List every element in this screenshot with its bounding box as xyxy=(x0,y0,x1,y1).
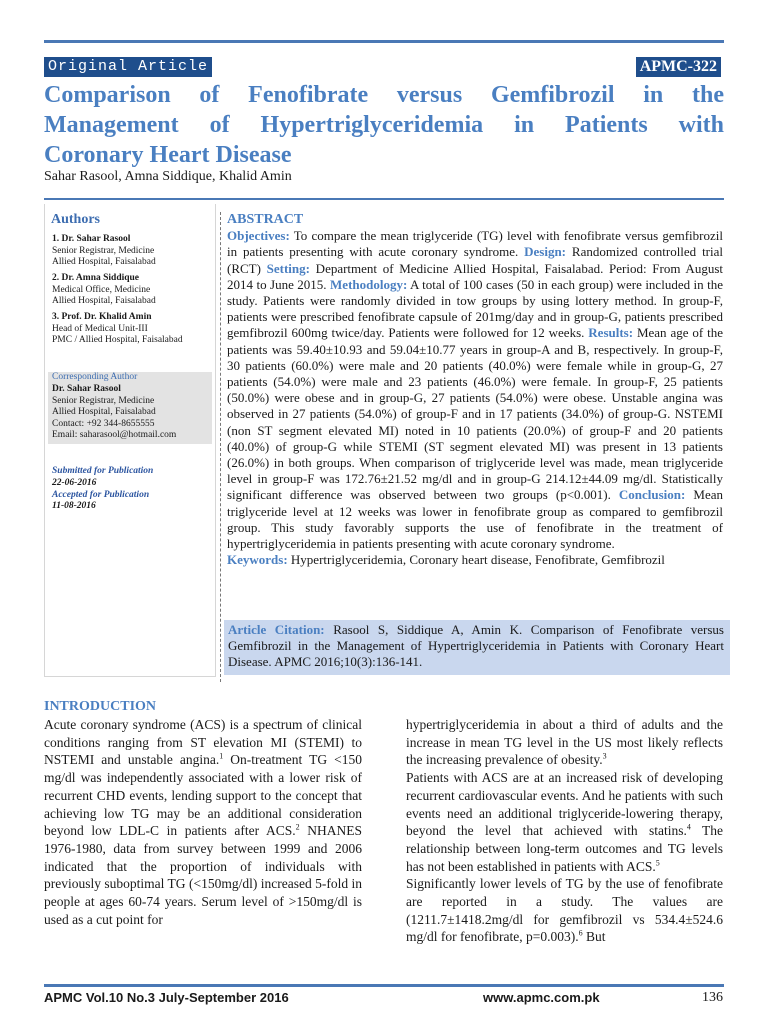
submitted-label: Submitted for Publication xyxy=(52,466,154,476)
keywords-label: Keywords: xyxy=(227,552,288,568)
intro-left-column xyxy=(44,716,362,928)
paragraph-text: hypertriglyceridemia in about a third of adults and the increase in mean TG level in the US most likely reflects the increasing prevalence of obesity. xyxy=(406,717,723,768)
article-id-badge: APMC-322 xyxy=(636,57,721,77)
paragraph-text: But xyxy=(582,929,606,945)
author-block-1 xyxy=(52,234,156,269)
citation-text xyxy=(228,622,724,670)
reference-marker[interactable]: 5 xyxy=(655,858,660,868)
author-name: 2. Dr. Amna Siddique xyxy=(52,273,140,283)
corr-role: Senior Registrar, Medicine xyxy=(52,395,155,406)
introduction-heading: INTRODUCTION xyxy=(44,699,157,714)
footer-journal: APMC Vol.10 No.3 July-September 2016 xyxy=(44,990,289,1005)
accepted-label: Accepted for Publication xyxy=(52,490,150,500)
author-role: Medical Office, Medicine xyxy=(52,284,151,295)
objectives-text: To compare the mean triglyceride (TG) level with fenofibrate versus gemfibrozil in patients presenting with acute coronary syndrome. xyxy=(227,228,723,260)
author-block-2 xyxy=(52,273,156,308)
methodology-label: Methodology: xyxy=(330,276,408,292)
objectives-label: Objectives: xyxy=(227,228,290,244)
article-type-badge: Original Article xyxy=(44,57,212,77)
setting-text: Department of Medicine Allied Hospital, Faisalabad. Period: From August 2014 to June 2015. xyxy=(227,260,723,292)
results-text: Mean age of the patients was 59.40±10.93 and 59.04±10.77 years in group-A and B, respectively. In group-F, 30 patients (60.0%) were male and 20 patients (40.0%) were female while in group-G, 27 patients (54.0%) were male and 23 patients (46.0%) were female. In group-F, 25 patients (50.0%) were obese and in group-G, 27 patients (54.0%) were obese. Unstable angina was observed in 27 patients (54.0%) of group-F and in 17 patients (34.0%) of group-G. NSTEMI (non ST segment elevated MI) noted in 10 patients (20.0%) of group-F and 20 patients (40.0%) of group-G while STEMI (ST segment elevated MI) was present in 13 patients (26.0%) in both groups. When comparison of triglyceride level was made, mean triglyceride level in group-F was 172.76±21.52 mg/dl and in group-G 214.12±44.09 mg/dl. Statistically significant difference was observed between two groups (p<0.001). xyxy=(227,325,723,503)
reference-marker[interactable]: 6 xyxy=(578,928,583,938)
title-line: Coronary Heart Disease xyxy=(44,142,292,168)
intro-right-column xyxy=(406,716,723,946)
paragraph-text: NHANES 1976-1980, data from survey between 1999 and 2006 indicated that the proportion of individuals with previously suboptimal TG (<150mg/dl) increased 5-fold in people at ages 60-74 years. Serum level of >150mg/dl is used as a cut point for xyxy=(44,823,362,927)
footer-rule xyxy=(44,984,724,987)
corr-name: Dr. Sahar Rasool xyxy=(52,384,121,394)
author-name: 1. Dr. Sahar Rasool xyxy=(52,234,131,244)
author-affiliation: PMC / Allied Hospital, Faisalabad xyxy=(52,335,183,345)
conclusion-label: Conclusion: xyxy=(618,487,686,503)
reference-marker[interactable]: 3 xyxy=(602,751,607,761)
reference-marker[interactable]: 1 xyxy=(219,751,224,761)
title-line: Management of Hypertriglyceridemia in Patients with xyxy=(44,112,724,138)
abstract xyxy=(227,212,723,568)
reference-marker[interactable]: 2 xyxy=(295,822,300,832)
accepted-date: 11-08-2016 xyxy=(52,501,96,511)
top-rule xyxy=(44,40,724,43)
citation-label: Article Citation: xyxy=(228,622,325,637)
paragraph-text: Significantly lower levels of TG by the use of fenofibrate are reported in a study. The values are (1211.7±1418.2mg/dl for gemfibrozil vs 534.4±524.6 mg/dl for fenofibrate, p=0.003). xyxy=(406,876,723,945)
column-divider xyxy=(220,212,222,682)
footer-website[interactable]: www.apmc.com.pk xyxy=(483,990,600,1005)
reference-marker[interactable]: 4 xyxy=(686,822,691,832)
author-affiliation: Allied Hospital, Faisalabad xyxy=(52,296,156,306)
submitted-date: 22-06-2016 xyxy=(52,478,97,488)
section-rule xyxy=(44,198,724,200)
corr-contact: Contact: +92 344-8655555 xyxy=(52,418,155,429)
corr-email[interactable]: Email: saharasool@hotmail.com xyxy=(52,430,177,440)
author-role: Senior Registrar, Medicine xyxy=(52,245,155,256)
author-name: 3. Prof. Dr. Khalid Amin xyxy=(52,312,152,322)
author-block-3 xyxy=(52,312,183,347)
author-role: Head of Medical Unit-III xyxy=(52,323,148,334)
methodology-text: A total of 100 cases (50 in each group) were included in the study. Patients were randomly divided in tow groups by using lottery method. In group-F, patients were prescribed fenofibrate capsule of 201mg/day and in group-G, patients prescribed gemfibrozil 600mg twice/day. Patients were followed for 12 weeks. xyxy=(227,276,723,341)
corresponding-author-details xyxy=(52,384,176,442)
conclusion-text: Mean triglyceride level at 12 weeks was lower in fenofibrate group as compared to gemfibrozil group. This study favorably supports the use of fenofibrate in the treatment of hypertriglyceridemia in patients presenting with acute coronary syndrome. xyxy=(227,487,723,552)
paragraph-text: Acute coronary syndrome (ACS) is a spectrum of clinical conditions ranging from ST elevation MI (STEMI) to NSTEMI and unstable angina. xyxy=(44,717,362,768)
authors-heading: Authors xyxy=(51,212,101,227)
keywords-text: Hypertriglyceridemia, Coronary heart disease, Fenofibrate, Gemfibrozil xyxy=(287,552,665,568)
design-text: Randomized controlled trial (RCT) xyxy=(227,244,724,276)
page-number: 136 xyxy=(702,990,723,1005)
author-affiliation: Allied Hospital, Faisalabad xyxy=(52,257,156,267)
abstract-heading: ABSTRACT xyxy=(227,212,304,227)
setting-label: Setting: xyxy=(266,260,310,276)
paragraph-text: The relationship between long-term outcomes and TG levels has not been established in patients with ACS. xyxy=(406,823,724,874)
paragraph-text: On-treatment TG <150 mg/dl was independently associated with a lower risk of recurrent CHD events, lending support to the concept that achieving low TG may be an additional consideration beyond low LDL-C in patients after ACS. xyxy=(44,752,362,839)
title-line: Comparison of Fenofibrate versus Gemfibrozil in the xyxy=(44,82,724,108)
paragraph-text: Patients with ACS are at an increased risk of developing recurrent cardiovascular events. And he patients with such events need an additional triglyceride-lowering therapy, beyond the level that achieved with statins. xyxy=(406,770,723,839)
results-label: Results: xyxy=(588,325,634,341)
byline: Sahar Rasool, Amna Siddique, Khalid Amin xyxy=(44,169,292,184)
corresponding-author-heading: Corresponding Author xyxy=(52,372,138,382)
corr-affiliation: Allied Hospital, Faisalabad xyxy=(52,407,156,417)
article-title xyxy=(44,80,724,170)
citation-body: Rasool S, Siddique A, Amin K. Comparison of Fenofibrate versus Gemfibrozil in the Management of Hypertriglyceridemia in Patients with Coronary Heart Disease. APMC 2016;10(3):136-141. xyxy=(228,622,724,669)
design-label: Design: xyxy=(524,244,567,260)
